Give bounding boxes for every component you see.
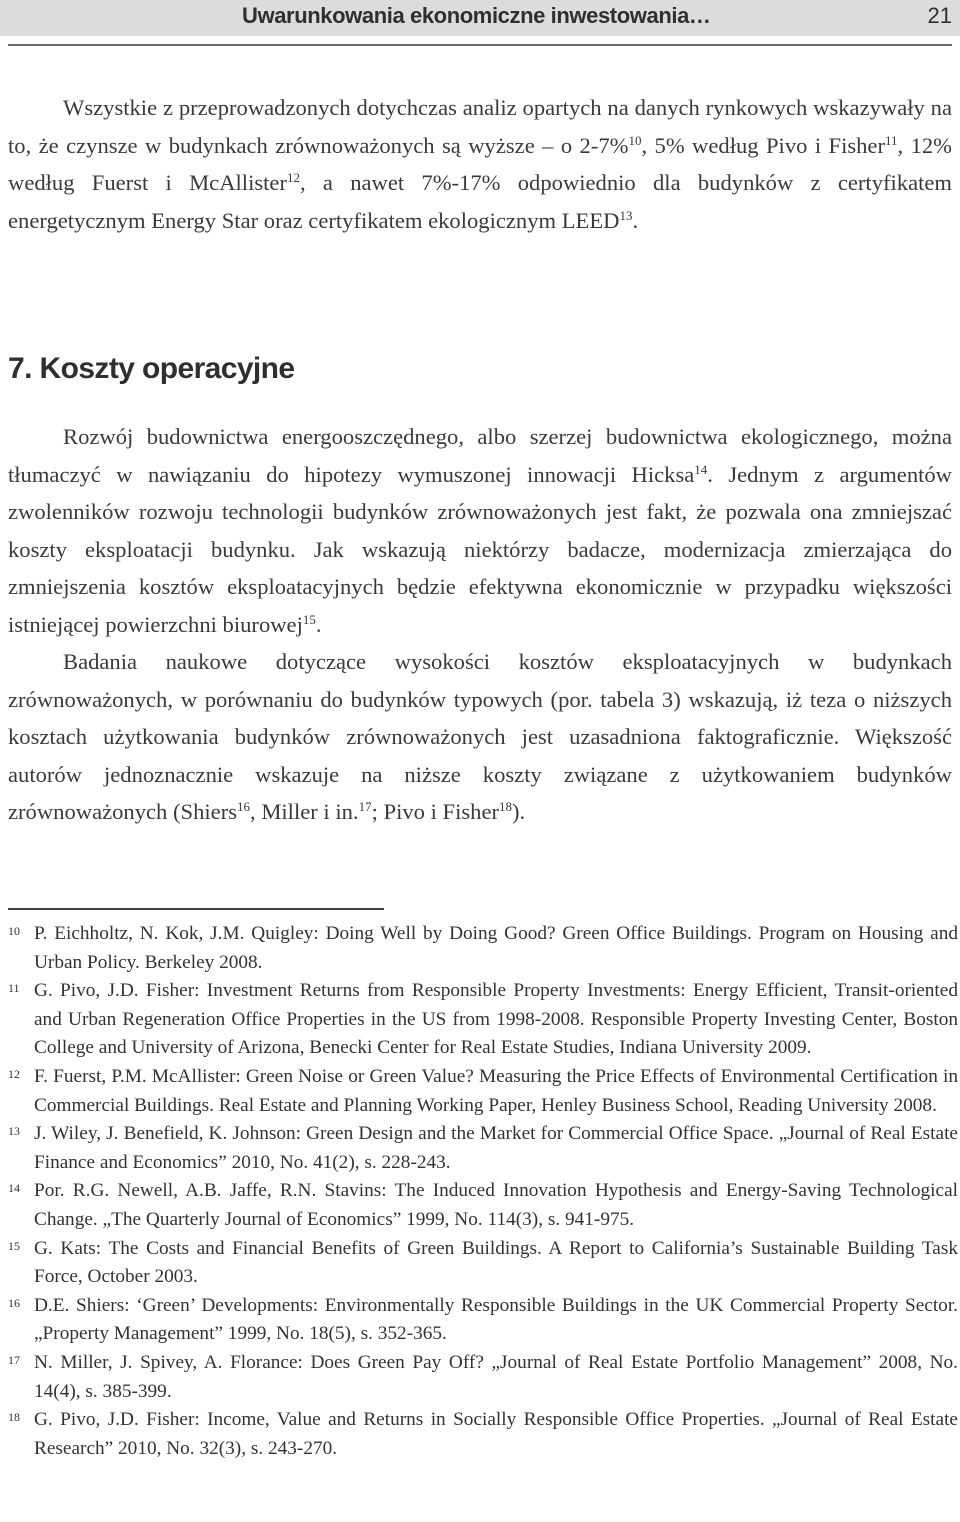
footnote-separator [8,908,384,910]
footnote-ref-13[interactable]: 13 [619,207,633,223]
section-heading: 7. Koszty operacyjne [8,352,295,385]
section-body [8,418,952,831]
footnote-number: 15 [8,1238,20,1253]
paragraph-text: , 5% według Pivo i Fisher [641,132,885,158]
footnote-text: N. Miller, J. Spivey, A. Florance: Does Green Pay Off? „Journal of Real Estate Portfolio Management” 2008, No. 14(4), s. 385-399. [34,1351,958,1402]
paragraph-rents [8,89,952,239]
footnote-12 [8,1063,958,1120]
footnote-ref-12[interactable]: 12 [286,170,300,185]
footnote-text: F. Fuerst, P.M. McAllister: Green Noise or Green Value? Measuring the Price Effects of Environmental Certification in Commercial Buildings. Real Estate and Planning Working Paper, Henley Business School, Reading University 2008. [34,1065,958,1116]
paragraph-text: ). [512,799,526,824]
footnote-number: 10 [8,924,20,938]
footnote-number: 18 [8,1410,20,1425]
paragraph-text: , Miller i in. [250,799,359,824]
footnote-number: 16 [8,1295,20,1310]
paragraph-text: Wszystkie z przeprowadzonych dotychczas analiz opartych na danych rynkowych wskazywały na to, że czynsze w budynkach zrównoważonych są wyższe – o 2-7% [8,95,952,158]
footnote-ref-16[interactable]: 16 [237,799,251,814]
footnote-text: Por. R.G. Newell, A.B. Jaffe, R.N. Stavins: The Induced Innovation Hypothesis and Energy-Saving Technological Change. „The Quarterly Journal of Economics” 1999, No. 114(3), s. 941-975. [34,1180,958,1230]
page-number: 21 [927,3,952,28]
paragraph-text: , a nawet 7%-17% odpowiednio dla budynków z certyfikatem energetycznym Energy Star oraz certyfikatem ekologicznym LEED [8,170,953,233]
footnote-17 [8,1349,958,1406]
footnote-text: J. Wiley, J. Benefield, K. Johnson: Green Design and the Market for Commercial Office Space. „Journal of Real Estate Finance and Economics” 2010, No. 41(2), s. 228-243. [34,1123,958,1173]
footnote-text: G. Pivo, J.D. Fisher: Income, Value and Returns in Socially Responsible Office Properties. „Journal of Real Estate Research” 2010, No. 32(3), s. 243-270. [34,1409,958,1459]
footnote-number: 11 [8,981,20,996]
paragraph-text: . [315,611,322,637]
paragraph-text: . Jednym z argumentów zwolenników rozwoju technologii budynków zrównoważonych jest fakt, że pozwala ona zmniejszać koszty eksploatacji budynku. Jak wskazują niektórzy badacze, modernizacja zmierzająca do zmniejszenia kosztów eksploatacyjnych będzie efektywna ekonomicznie w przypadku większości istniejącej powierzchni biurowej [8,461,953,637]
footnote-16 [8,1292,958,1349]
paragraph-text: Badania naukowe dotyczące wysokości kosztów eksploatacyjnych w budynkach zrównoważonych, w porównaniu do budynków typowych (por. tabela 3) wskazują, iż teza o niższych kosztach użytkowania budynków zrównoważonych jest uzasadniona faktograficznie. Większość autorów jednoznacznie wskazuje na niższe koszty związane z użytkowaniem budynków zrównoważonych (Shiers [8,649,952,824]
footnote-number: 13 [8,1124,20,1139]
footnote-text: G. Pivo, J.D. Fisher: Investment Returns from Responsible Property Investments: Energy Efficient, Transit-oriented and Urban Regeneration Office Properties in the US from 1998-2008. Responsible Property Investing Center, Boston College and University of Arizona, Benecki Center for Real Estate Studies, Indiana University 2009. [34,980,958,1059]
paragraph-text: . [632,207,639,233]
footnote-number: 12 [8,1066,20,1081]
paragraph-text: ; Pivo i Fisher [371,799,500,824]
footnotes [8,920,958,1463]
footnote-10 [8,920,958,977]
footnote-ref-18[interactable]: 18 [499,799,513,814]
footnote-18 [8,1406,958,1463]
paragraph-text: , 12% według Fuerst i McAllister [8,132,952,195]
paragraph-intro [8,89,952,239]
footnote-ref-17[interactable]: 17 [358,799,372,814]
footnote-14 [8,1177,958,1234]
footnote-ref-10[interactable]: 10 [628,132,642,148]
paragraph-text: Rozwój budownictwa energooszczędnego, albo szerzej budownictwa ekologicznego, można tłumaczyć w nawiązaniu do hipotezy wymuszonej innowacji Hicksa [8,424,952,487]
footnote-number: 14 [8,1181,20,1196]
footnote-13 [8,1120,958,1177]
paragraph-operating-costs [8,643,952,831]
footnote-number: 17 [8,1352,20,1367]
footnote-ref-14[interactable]: 14 [694,461,708,477]
footnote-text: P. Eichholtz, N. Kok, J.M. Quigley: Doing Well by Doing Good? Green Office Buildings. Program on Housing and Urban Policy. Berkeley 2008. [34,923,958,973]
footnote-text: G. Kats: The Costs and Financial Benefits of Green Buildings. A Report to California’s Sustainable Building Task Force, October 2003. [34,1237,958,1288]
paragraph-innovation [8,418,952,643]
running-header-title: Uwarunkowania ekonomiczne inwestowania… [242,3,711,28]
footnote-ref-11[interactable]: 11 [885,132,898,148]
running-header [0,0,960,36]
footnote-11 [8,977,958,1063]
footnote-15 [8,1235,958,1292]
footnote-ref-15[interactable]: 15 [302,611,316,627]
header-divider [8,44,952,46]
footnote-text: D.E. Shiers: ‘Green’ Developments: Environmentally Responsible Buildings in the UK Commercial Property Sector. „Property Management” 1999, No. 18(5), s. 352-365. [34,1294,958,1345]
